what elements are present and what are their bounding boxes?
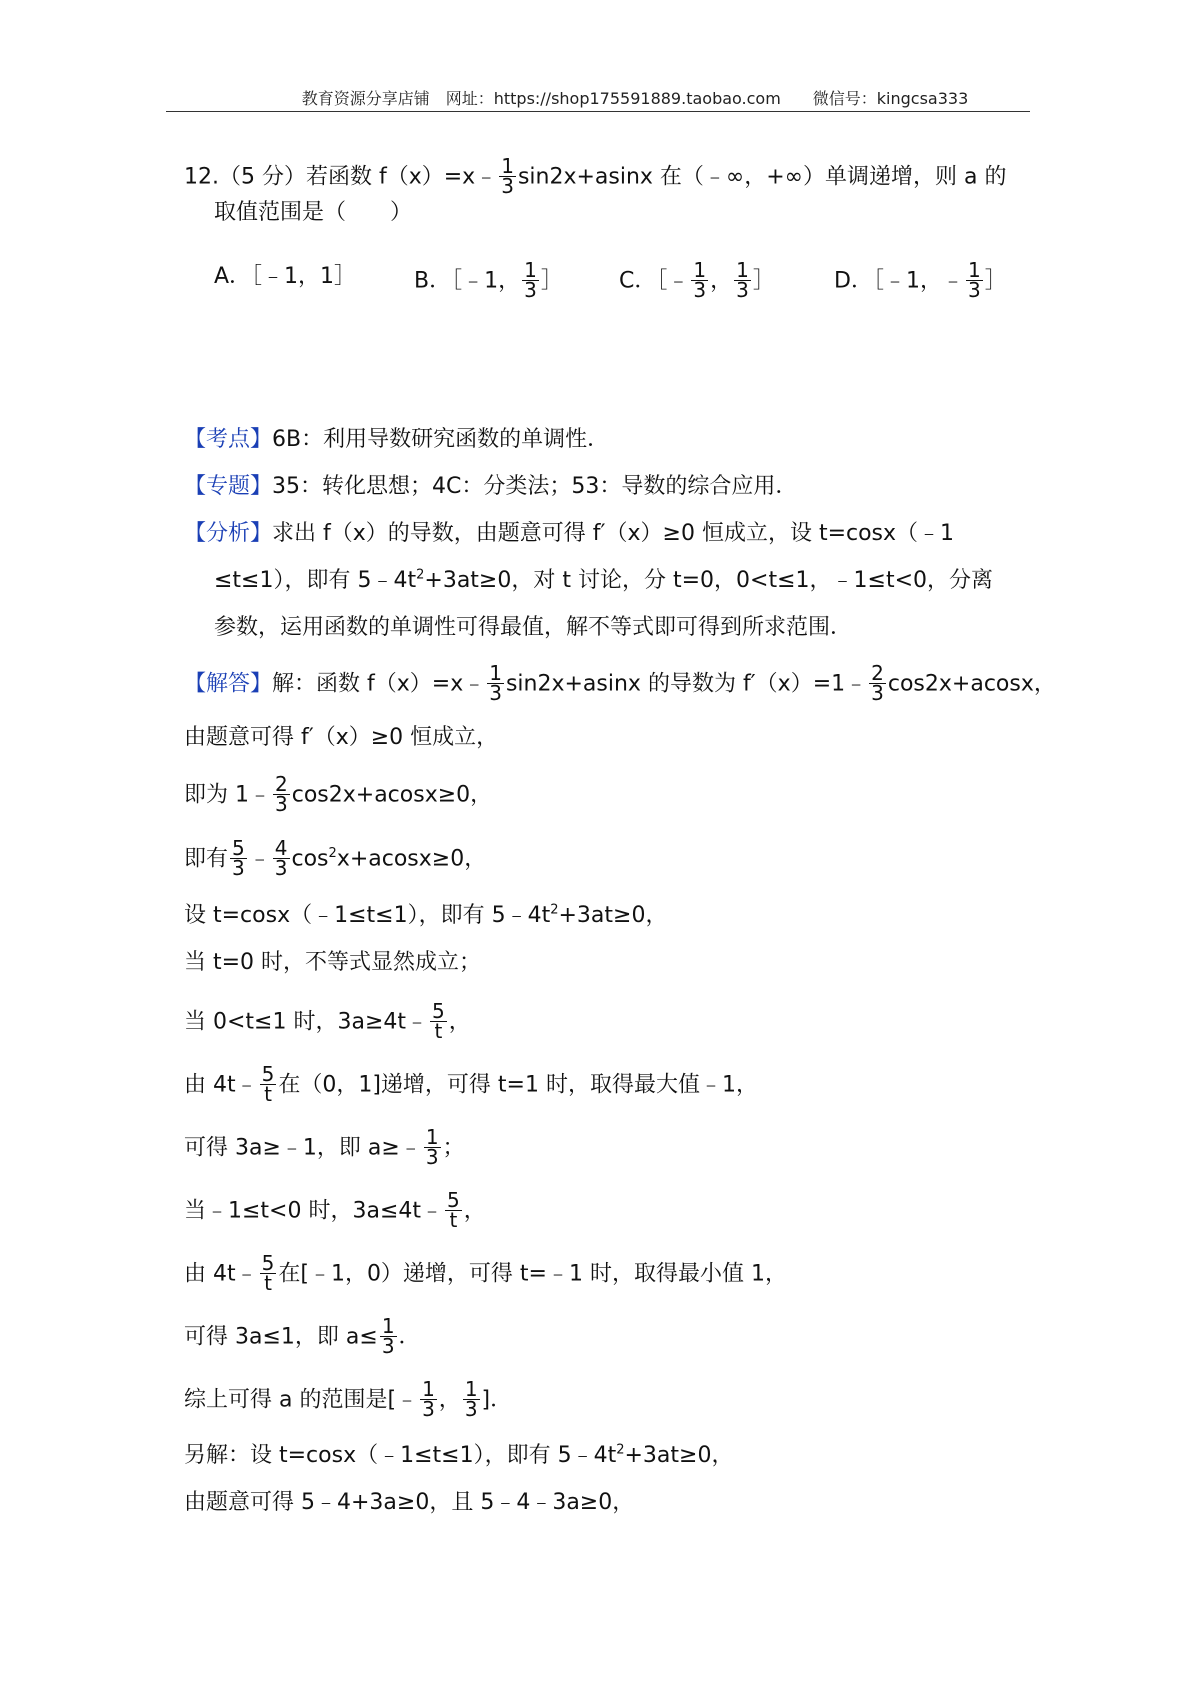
jieda-line-11: 由 4t﹣ $\frac{5}{t}$ 在[﹣1，0）递增，可得 t=﹣1 时，取得最小值 1，	[184, 1251, 787, 1295]
jieda-line-12: 可得 3a≤1，即 a≤ $\frac{1}{3}$ ．	[184, 1314, 421, 1358]
fraction: $\frac{1}{3}$	[501, 154, 514, 198]
fraction: $\frac{1}{3}$	[422, 1377, 435, 1421]
jieda-line-8: 由 4t﹣ $\frac{5}{t}$ 在（0，1]递增，可得 t=1 时，取得最大值﹣1，	[184, 1062, 758, 1106]
fenxi-line-3: 参数，运用函数的单调性可得最值，解不等式即可得到所求范围．	[214, 615, 853, 640]
fraction: $\frac{1}{3}$	[693, 258, 707, 302]
question-line-1	[184, 154, 1007, 198]
jieda-line-14: 另解：设 t=cosx（﹣1≤t≤1），即有 $5﹣4t^2+3at\ge 0$，	[184, 1442, 734, 1468]
fraction: $\frac{1}{3}$	[489, 661, 502, 705]
jieda-line-4: 即有 $\frac{5}{3}$ ﹣ $\frac{4}{3}$ $\cos^2x+acosx\ge 0$，	[184, 836, 487, 880]
fraction: $\frac{2}{3}$	[275, 772, 288, 816]
option-d[interactable]: D．［﹣1，﹣ $\frac{1}{3}$ ］	[834, 258, 1007, 302]
jieda-line-15: 由题意可得 5﹣4+3a≥0，且 5﹣4﹣3a≥0，	[184, 1490, 635, 1515]
fenxi-line-1: 【分析】求出 f（x）的导数，由题意可得 f′（x）≥0 恒成立，设 t=cosx（﹣1	[184, 521, 955, 546]
jieda-line-13: 综上可得 a 的范围是[﹣ $\frac{1}{3}$ ， $\frac{1}{3}$ ]．	[184, 1377, 513, 1421]
fenxi-tag: 【分析】	[184, 521, 273, 546]
zhuanti-tag: 【专题】	[184, 474, 273, 499]
jieda-line-5: 设 t=cosx（﹣1≤t≤1），即有 $5﹣4t^2+3at\ge 0$，	[184, 902, 668, 928]
fraction: $\frac{5}{t}$	[261, 1062, 275, 1106]
fraction: $\frac{5}{t}$	[261, 1251, 275, 1295]
header-divider	[166, 111, 1030, 112]
fraction: $\frac{1}{3}$	[381, 1314, 395, 1358]
jieda-line-3: 即为 1﹣ $\frac{2}{3}$ cos2x+acosx≥0，	[184, 772, 493, 816]
jieda-line-2: 由题意可得 f′（x）≥0 恒成立，	[184, 725, 499, 750]
fraction: $\frac{4}{3}$	[274, 836, 288, 880]
fraction: $\frac{1}{3}$	[464, 1377, 478, 1421]
fraction: $\frac{1}{3}$	[736, 258, 749, 302]
fraction: $\frac{1}{3}$	[967, 258, 981, 302]
fraction: $\frac{1}{3}$	[524, 258, 537, 302]
question-line-2: 取值范围是（ ）	[214, 200, 413, 225]
question-stem-b: sin2x+asinx 在（﹣∞，+∞）单调递增，则 a 的	[517, 164, 1007, 190]
zhuanti-line: 【专题】35：转化思想；4C：分类法；53：导数的综合应用．	[184, 474, 798, 499]
page-header: 教育资源分享店铺 网址：https://shop175591889.taobao.com 微信号：kingcsa333	[301, 89, 969, 108]
jieda-line-9: 可得 3a≥﹣1，即 a≥﹣ $\frac{1}{3}$ ；	[184, 1125, 465, 1169]
fraction: $\frac{5}{t}$	[432, 999, 445, 1043]
jieda-line-1: 【解答】解：函数 f（x）=x﹣ $\frac{1}{3}$ sin2x+asinx 的导数为 f′（x）=1﹣ $\frac{2}{3}$ cos2x+acosx，	[184, 661, 1056, 705]
kaodian-line: 【考点】6B：利用导数研究函数的单调性．	[184, 427, 610, 452]
option-a[interactable]: A．［﹣1，1］	[214, 264, 357, 289]
jieda-tag: 【解答】	[184, 671, 273, 697]
fraction: $\frac{1}{3}$	[425, 1125, 439, 1169]
jieda-line-7: 当 0<t≤1 时，3a≥4t﹣ $\frac{5}{t}$ ，	[184, 999, 471, 1043]
jieda-line-10: 当﹣1≤t<0 时，3a≤4t﹣ $\frac{5}{t}$ ，	[184, 1188, 486, 1232]
fraction: $\frac{2}{3}$	[871, 661, 884, 705]
answer-options	[214, 258, 1034, 322]
option-b[interactable]: B．［﹣1， $\frac{1}{3}$ ］	[414, 258, 563, 302]
jieda-line-6: 当 t=0 时，不等式显然成立；	[184, 950, 482, 975]
fraction: $\frac{5}{t}$	[447, 1188, 460, 1232]
kaodian-tag: 【考点】	[184, 427, 273, 452]
option-c[interactable]: C．［﹣ $\frac{1}{3}$ ， $\frac{1}{3}$ ］	[619, 258, 775, 302]
fenxi-line-2: ≤t≤1），即有 $5﹣4t^2+3at\ge 0$，对 t 讨论，分 t=0，0<t≤1，﹣1≤t<0，分离	[214, 567, 993, 593]
fraction: $\frac{5}{3}$	[232, 836, 245, 880]
question-stem-a: 12.（5 分）若函数 f（x）=x﹣	[184, 164, 498, 190]
